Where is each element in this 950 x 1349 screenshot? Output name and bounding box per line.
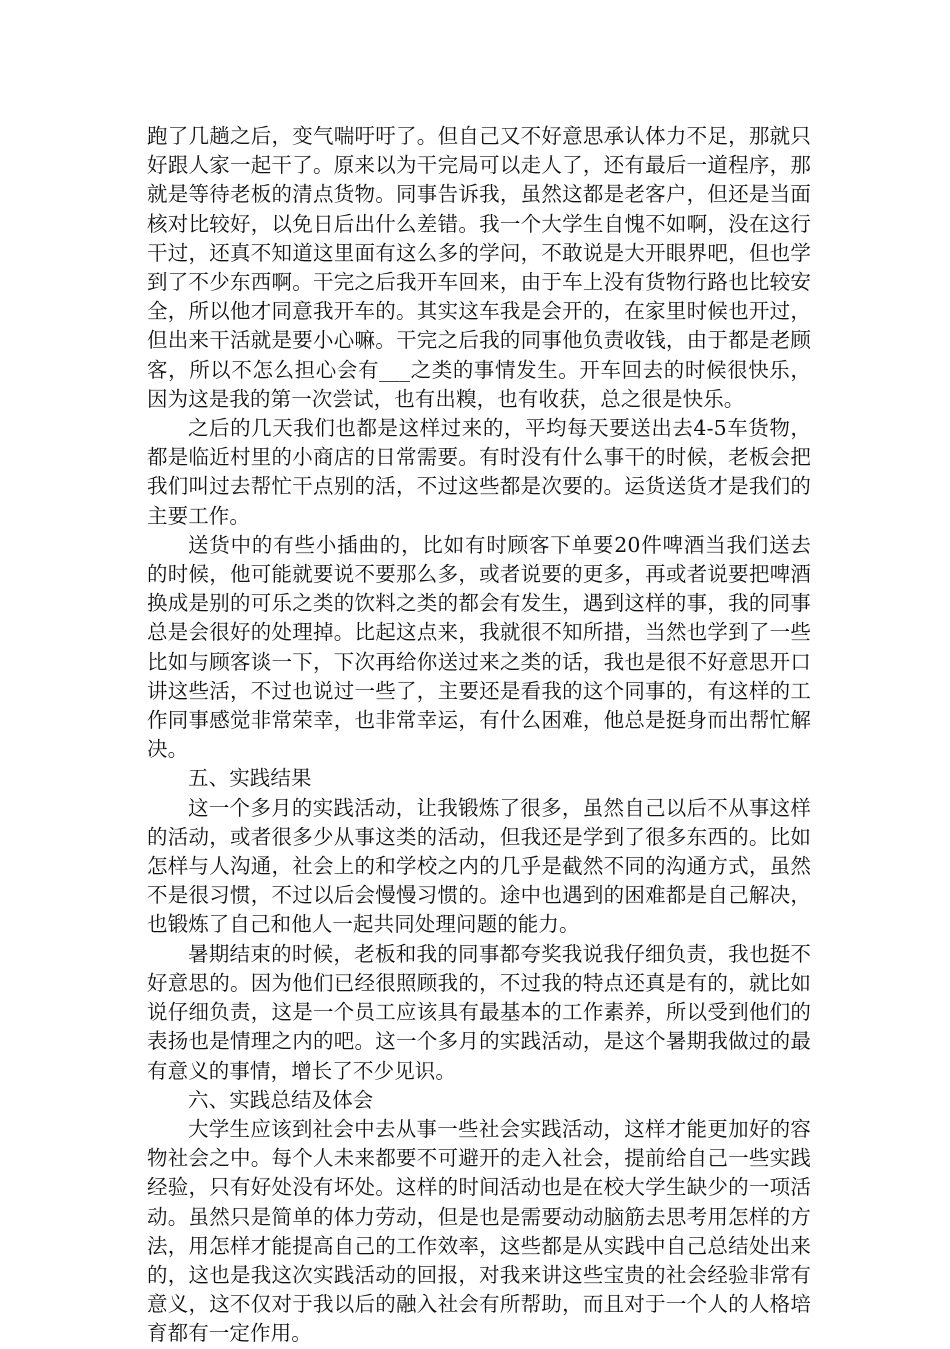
document-page (147, 122, 811, 1349)
paragraph-summary: 大学生应该到社会中去从事一些社会实践活动，这样才能更加好的容物社会之中。每个人未来都要不可避开的走入社会，提前给自己一些实践经验，只有好处没有坏处。这样的时间活动也是在校大学生缺少的一项活动。虽然只是简单的体力劳动，但是也是需要动动脑筋去思考用怎样的方法，用怎样才能提高自己的工作效率，这些都是从实践中自己总结处出来的，这也是我这次实践活动的回报，对我来讲这些宝贵的社会经验非常有意义，这不仅对于我以后的融入社会有所帮助，而且对于一个人的人格培育都有一定作用。 (147, 1116, 811, 1346)
paragraph-practice-results: 这一个多月的实践活动，让我锻炼了很多，虽然自己以后不从事这样的活动，或者很多少从事这类的活动，但我还是学到了很多东西的。比如怎样与人沟通，社会上的和学校之内的几乎是截然不同的沟通方式，虽然不是很习惯，不过以后会慢慢习惯的。途中也遇到的困难都是自己解决，也锻炼了自己和他人一起共同处理问题的能力。 (147, 795, 811, 937)
paragraph-continued: 跑了几趟之后，变气喘吁吁了。但自己又不好意思承认体力不足，那就只好跟人家一起干了。原来以为干完局可以走人了，还有最后一道程序，那就是等待老板的清点货物。同事告诉我，虽然这都是老客户，但还是当面核对比较好，以免日后出什么差错。我一个大学生自愧不如啊，没在这行干过，还真不知道这里面有这么多的学问，不敢说是大开眼界吧，但也学到了不少东西啊。干完之后我开车回来，由于车上没有货物行路也比较安全，所以他才同意我开车的。其实这车我是会开的，在家里时候也开过，但出来干活就是要小心嘛。干完之后我的同事他负责收钱，由于都是老顾客，所以不怎么担心会有___之类的事情发生。开车回去的时候很快乐，因为这是我的第一次尝试，也有出糗，也有收获，总之很是快乐。 (147, 124, 811, 411)
section-heading-results: 五、实践结果 (188, 766, 312, 791)
paragraph-daily-deliveries: 之后的几天我们也都是这样过来的，平均每天要送出去4-5车货物，都是临近村里的小商店的日常需要。有时没有什么事干的时候，老板会把我们叫过去帮忙干点别的活，不过这些都是次要的。运货送货才是我们的主要工作。 (147, 416, 811, 528)
paragraph-delivery-episodes: 送货中的有些小插曲的，比如有时顾客下单要20件啤酒当我们送去的时候，他可能就要说不要那么多，或者说要的更多，再或者说要把啤酒换成是别的可乐之类的饮料之类的都会有发生，遇到这样的事，我的同事总是会很好的处理掉。比起这点来，我就很不知所措，当然也学到了一些比如与顾客谈一下，下次再给你送过来之类的话，我也是很不好意思开口讲这些活，不过也说过一些了，主要还是看我的这个同事的，有这样的工作同事感觉非常荣幸，也非常幸运，有什么困难，他总是挺身而出帮忙解决。 (147, 532, 811, 762)
section-heading-summary: 六、实践总结及体会 (188, 1087, 374, 1112)
paragraph-summer-end: 暑期结束的时候，老板和我的同事都夸奖我说我仔细负责，我也挺不好意思的。因为他们已经很照顾我的，不过我的特点还真是有的，就比如说仔细负责，这是一个员工应该具有最基本的工作素养，所以受到他们的表扬也是情理之内的吧。这一个多月的实践活动，是这个暑期我做过的最有意义的事情，增长了不少见识。 (147, 941, 811, 1083)
